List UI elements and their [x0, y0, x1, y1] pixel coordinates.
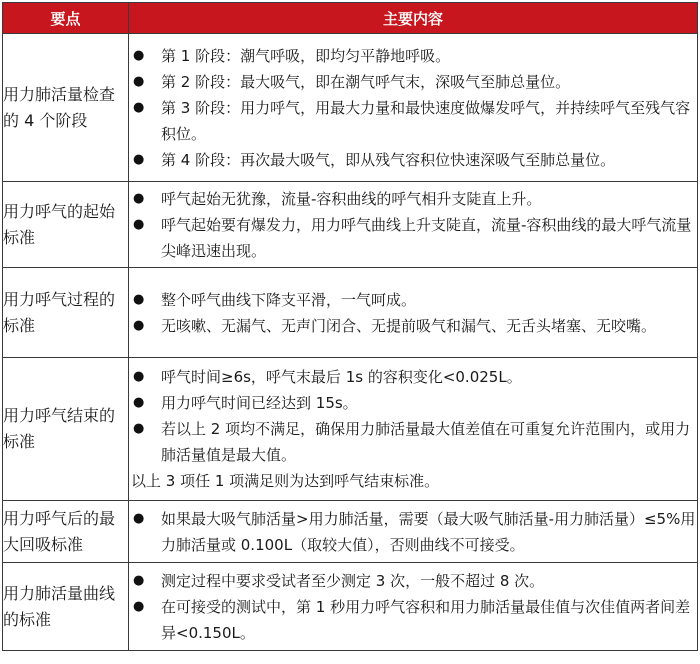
list-item-text: 在可接受的测试中，第 1 秒用力呼气容积和用力肺活量最佳值与次佳值两者间差异<0.150L。	[161, 597, 691, 642]
row-content	[129, 358, 698, 501]
row-content	[129, 268, 698, 358]
list-item-text: 第 1 阶段：潮气呼吸，即均匀平静地呼吸。	[161, 46, 451, 65]
bullet-icon: ●	[133, 47, 145, 63]
table-row	[3, 182, 698, 268]
list-item-text: 若以上 2 项均不满足，确保用力肺活量最大值差值在可重复允许范围内，或用力肺活量值是最大值。	[161, 420, 691, 464]
header-main-content: 主要内容	[129, 3, 698, 34]
table-row	[3, 501, 698, 563]
list-item	[129, 506, 697, 558]
list-item	[129, 43, 697, 69]
list-item-text: 无咳嗽、无漏气、无声门闭合、无提前吸气和漏气、无舌头堵塞、无咬嘴。	[161, 316, 657, 335]
bullet-icon: ●	[133, 572, 145, 588]
list-item	[129, 594, 697, 646]
list-item	[129, 186, 697, 212]
list-item-text: 第 4 阶段：再次最大吸气，即从残气容积位快速深吸气至肺总量位。	[161, 150, 616, 169]
list-item-text: 第 2 阶段：最大吸气，即在潮气呼气末，深吸气至肺总量位。	[161, 72, 571, 91]
row-key: 用力肺活量曲线的标准	[3, 563, 129, 651]
bullet-icon: ●	[133, 216, 145, 232]
table-row	[3, 34, 698, 182]
row-content	[129, 34, 698, 182]
list-item-text: 呼气起始要有爆发力，用力呼气曲线上升支陡直，流量-容积曲线的最大呼气流量尖峰迅速出现。	[161, 215, 692, 260]
header-key-point: 要点	[3, 3, 129, 34]
row-content	[129, 501, 698, 563]
bullet-icon: ●	[133, 151, 145, 167]
row-content	[129, 182, 698, 268]
table-row	[3, 268, 698, 358]
list-item	[129, 416, 697, 468]
list-item	[129, 287, 697, 313]
bullet-icon: ●	[133, 369, 145, 384]
list-item-text: 用力呼气时间已经达到 15s。	[161, 394, 358, 412]
list-item-text: 如果最大吸气肺活量>用力肺活量，需要（最大吸气肺活量-用力肺活量）≤5%用力肺活量或 0.100L（取较大值），否则曲线不可接受。	[161, 509, 696, 554]
row-key: 用力呼气过程的标准	[3, 268, 129, 358]
bullet-icon: ●	[133, 291, 145, 307]
bullet-icon: ●	[133, 598, 145, 614]
list-item	[129, 390, 697, 416]
bullet-icon: ●	[133, 510, 145, 526]
list-item	[129, 69, 697, 95]
list-item-text: 第 3 阶段：用力呼气，用最大力量和最快速度做爆发呼气，并持续呼气至残气容积位。	[161, 98, 691, 143]
header-row	[3, 3, 698, 34]
list-item	[129, 313, 697, 339]
bullet-icon: ●	[133, 73, 145, 89]
list-item-text: 整个呼气曲线下降支平滑，一气呵成。	[161, 290, 417, 309]
row-content	[129, 563, 698, 651]
list-item	[129, 364, 697, 390]
list-item	[129, 568, 697, 594]
bullet-icon: ●	[133, 395, 145, 410]
row-key: 用力肺活量检查的 4 个阶段	[3, 34, 129, 182]
list-item-text: 呼气时间≥6s，呼气末最后 1s 的容积变化<0.025L。	[161, 368, 522, 386]
table-row	[3, 563, 698, 651]
criteria-table	[2, 2, 698, 651]
list-item	[129, 95, 697, 147]
bullet-icon: ●	[133, 421, 145, 436]
list-item	[129, 212, 697, 264]
row-key: 用力呼气结束的标准	[3, 358, 129, 501]
row-key: 用力呼气的起始标准	[3, 182, 129, 268]
bullet-icon: ●	[133, 317, 145, 333]
list-item	[129, 147, 697, 173]
bullet-icon: ●	[133, 190, 145, 206]
table-row	[3, 358, 698, 501]
bullet-icon: ●	[133, 99, 145, 115]
list-item-text: 测定过程中要求受试者至少测定 3 次，一般不超过 8 次。	[161, 571, 545, 590]
row-note: 以上 3 项任 1 项满足则为达到呼气结束标准。	[131, 472, 440, 490]
list-item-text: 呼气起始无犹豫，流量-容积曲线的呼气相升支陡直上升。	[161, 189, 542, 208]
row-key: 用力呼气后的最大回吸标准	[3, 501, 129, 563]
